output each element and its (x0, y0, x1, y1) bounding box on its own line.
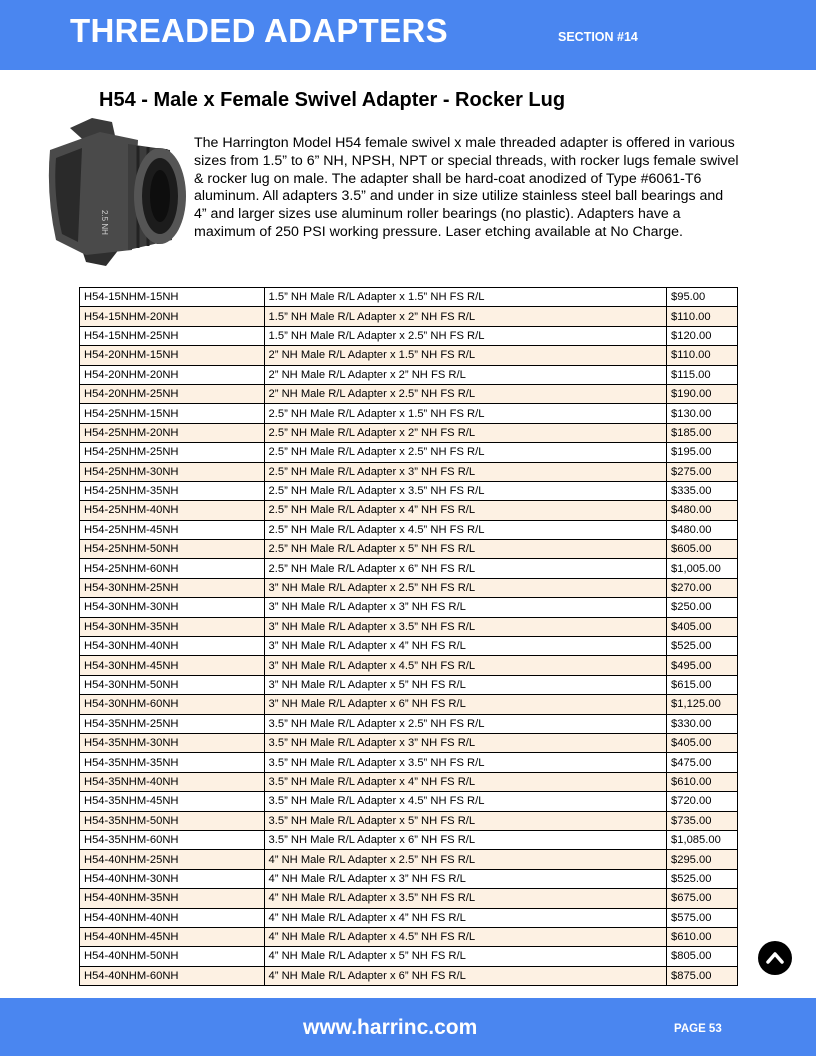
table-row (80, 617, 738, 636)
table-row (80, 908, 738, 927)
part-number-cell: H54-35NHM-30NH (80, 733, 265, 752)
table-row (80, 889, 738, 908)
description-cell: 3.5” NH Male R/L Adapter x 3” NH FS R/L (264, 733, 667, 752)
table-row (80, 637, 738, 656)
part-number-cell: H54-25NHM-20NH (80, 423, 265, 442)
price-cell: $330.00 (667, 714, 738, 733)
part-number-cell: H54-40NHM-35NH (80, 889, 265, 908)
description-cell: 2.5” NH Male R/L Adapter x 1.5” NH FS R/L (264, 404, 667, 423)
price-cell: $615.00 (667, 675, 738, 694)
price-cell: $675.00 (667, 889, 738, 908)
price-cell: $1,125.00 (667, 695, 738, 714)
scroll-to-top-button[interactable] (758, 941, 792, 975)
adapter-photo (20, 110, 190, 275)
description-cell: 2.5” NH Male R/L Adapter x 3” NH FS R/L (264, 462, 667, 481)
part-number-cell: H54-35NHM-35NH (80, 753, 265, 772)
part-number-cell: H54-15NHM-15NH (80, 288, 265, 307)
price-cell: $335.00 (667, 481, 738, 500)
part-number-cell: H54-35NHM-50NH (80, 811, 265, 830)
table-row (80, 772, 738, 791)
price-cell: $195.00 (667, 443, 738, 462)
price-cell: $610.00 (667, 927, 738, 946)
part-number-cell: H54-25NHM-30NH (80, 462, 265, 481)
table-row (80, 830, 738, 849)
table-row (80, 288, 738, 307)
section-title: THREADED ADAPTERS (70, 12, 448, 49)
price-cell: $405.00 (667, 733, 738, 752)
part-number-cell: H54-30NHM-45NH (80, 656, 265, 675)
price-cell: $130.00 (667, 404, 738, 423)
table-row (80, 540, 738, 559)
price-cell: $110.00 (667, 346, 738, 365)
description-cell: 3.5” NH Male R/L Adapter x 4” NH FS R/L (264, 772, 667, 791)
price-cell: $95.00 (667, 288, 738, 307)
part-number-cell: H54-35NHM-25NH (80, 714, 265, 733)
part-number-cell: H54-15NHM-25NH (80, 326, 265, 345)
description-cell: 4” NH Male R/L Adapter x 3.5” NH FS R/L (264, 889, 667, 908)
product-title: H54 - Male x Female Swivel Adapter - Rocker Lug (99, 89, 566, 111)
description-cell: 1.5” NH Male R/L Adapter x 2” NH FS R/L (264, 307, 667, 326)
description-cell: 3.5” NH Male R/L Adapter x 3.5” NH FS R/L (264, 753, 667, 772)
table-row (80, 753, 738, 772)
part-number-cell: H54-40NHM-45NH (80, 927, 265, 946)
price-cell: $120.00 (667, 326, 738, 345)
description-cell: 3” NH Male R/L Adapter x 3.5” NH FS R/L (264, 617, 667, 636)
footer-bar (0, 998, 816, 1056)
table-row (80, 578, 738, 597)
page-number: PAGE 53 (674, 1023, 722, 1035)
price-cell: $475.00 (667, 753, 738, 772)
table-row (80, 869, 738, 888)
description-cell: 2” NH Male R/L Adapter x 1.5” NH FS R/L (264, 346, 667, 365)
table-row (80, 326, 738, 345)
description-cell: 4” NH Male R/L Adapter x 4” NH FS R/L (264, 908, 667, 927)
table-row (80, 365, 738, 384)
part-number-cell: H54-35NHM-60NH (80, 830, 265, 849)
section-number: SECTION #14 (558, 30, 638, 44)
table-row (80, 346, 738, 365)
price-cell: $185.00 (667, 423, 738, 442)
table-row (80, 966, 738, 985)
price-cell: $115.00 (667, 365, 738, 384)
table-row (80, 850, 738, 869)
description-cell: 2.5” NH Male R/L Adapter x 4.5” NH FS R/L (264, 520, 667, 539)
description-cell: 3” NH Male R/L Adapter x 6” NH FS R/L (264, 695, 667, 714)
table-row (80, 675, 738, 694)
website-link[interactable]: www.harrinc.com (303, 1016, 478, 1039)
price-cell: $525.00 (667, 637, 738, 656)
table-row (80, 947, 738, 966)
table-row (80, 714, 738, 733)
description-cell: 4” NH Male R/L Adapter x 4.5” NH FS R/L (264, 927, 667, 946)
description-cell: 3” NH Male R/L Adapter x 3” NH FS R/L (264, 598, 667, 617)
table-row (80, 307, 738, 326)
description-cell: 2” NH Male R/L Adapter x 2.5” NH FS R/L (264, 384, 667, 403)
description-cell: 2.5” NH Male R/L Adapter x 2.5” NH FS R/L (264, 443, 667, 462)
description-cell: 2.5” NH Male R/L Adapter x 5” NH FS R/L (264, 540, 667, 559)
table-row (80, 927, 738, 946)
description-cell: 4” NH Male R/L Adapter x 5” NH FS R/L (264, 947, 667, 966)
part-number-cell: H54-30NHM-30NH (80, 598, 265, 617)
table-row (80, 462, 738, 481)
price-cell: $805.00 (667, 947, 738, 966)
price-cell: $190.00 (667, 384, 738, 403)
description-cell: 3.5” NH Male R/L Adapter x 6” NH FS R/L (264, 830, 667, 849)
price-cell: $405.00 (667, 617, 738, 636)
price-cell: $250.00 (667, 598, 738, 617)
part-number-cell: H54-25NHM-45NH (80, 520, 265, 539)
product-description: The Harrington Model H54 female swivel x male threaded adapter is offered in various sizes from 1.5” to 6” NH, NPSH, NPT or special threads, with rocker lugs female swivel & rocker lug on male. The adapter shall be hard-coat anodized of Type #6061-T6 aluminum. All adapters 3.5” and under in size utilize stainless steel ball bearings and 4” and larger sizes use aluminum roller bearings (no plastic). Adapters have a maximum of 250 PSI working pressure. Laser etching available at No Charge. (194, 135, 739, 240)
description-cell: 1.5” NH Male R/L Adapter x 1.5” NH FS R/L (264, 288, 667, 307)
part-number-cell: H54-25NHM-25NH (80, 443, 265, 462)
part-number-cell: H54-40NHM-25NH (80, 850, 265, 869)
price-cell: $275.00 (667, 462, 738, 481)
part-number-cell: H54-40NHM-30NH (80, 869, 265, 888)
description-cell: 3.5” NH Male R/L Adapter x 4.5” NH FS R/L (264, 792, 667, 811)
description-cell: 4” NH Male R/L Adapter x 6” NH FS R/L (264, 966, 667, 985)
price-cell: $1,005.00 (667, 559, 738, 578)
description-cell: 4” NH Male R/L Adapter x 2.5” NH FS R/L (264, 850, 667, 869)
price-cell: $720.00 (667, 792, 738, 811)
table-row (80, 520, 738, 539)
table-row (80, 501, 738, 520)
table-row (80, 443, 738, 462)
price-cell: $735.00 (667, 811, 738, 830)
table-row (80, 481, 738, 500)
table-row (80, 792, 738, 811)
table-row (80, 384, 738, 403)
table-row (80, 423, 738, 442)
price-table (79, 287, 738, 986)
part-number-cell: H54-20NHM-25NH (80, 384, 265, 403)
description-cell: 2.5” NH Male R/L Adapter x 6” NH FS R/L (264, 559, 667, 578)
part-number-cell: H54-40NHM-40NH (80, 908, 265, 927)
table-row (80, 695, 738, 714)
part-number-cell: H54-25NHM-35NH (80, 481, 265, 500)
price-cell: $270.00 (667, 578, 738, 597)
description-cell: 4” NH Male R/L Adapter x 3” NH FS R/L (264, 869, 667, 888)
price-cell: $1,085.00 (667, 830, 738, 849)
part-number-cell: H54-20NHM-20NH (80, 365, 265, 384)
description-cell: 3” NH Male R/L Adapter x 5” NH FS R/L (264, 675, 667, 694)
description-cell: 1.5” NH Male R/L Adapter x 2.5” NH FS R/L (264, 326, 667, 345)
price-cell: $110.00 (667, 307, 738, 326)
price-cell: $295.00 (667, 850, 738, 869)
part-number-cell: H54-40NHM-60NH (80, 966, 265, 985)
table-row (80, 404, 738, 423)
header-bar (0, 0, 816, 70)
price-cell: $480.00 (667, 501, 738, 520)
chevron-up-icon (765, 948, 785, 968)
table-row (80, 811, 738, 830)
part-number-cell: H54-30NHM-40NH (80, 637, 265, 656)
table-row (80, 559, 738, 578)
description-cell: 3.5” NH Male R/L Adapter x 5” NH FS R/L (264, 811, 667, 830)
price-cell: $610.00 (667, 772, 738, 791)
description-cell: 3.5” NH Male R/L Adapter x 2.5” NH FS R/L (264, 714, 667, 733)
price-cell: $875.00 (667, 966, 738, 985)
table-row (80, 598, 738, 617)
description-cell: 2.5” NH Male R/L Adapter x 3.5” NH FS R/L (264, 481, 667, 500)
part-number-cell: H54-15NHM-20NH (80, 307, 265, 326)
part-number-cell: H54-25NHM-40NH (80, 501, 265, 520)
part-number-cell: H54-25NHM-60NH (80, 559, 265, 578)
price-cell: $575.00 (667, 908, 738, 927)
part-number-cell: H54-40NHM-50NH (80, 947, 265, 966)
adapter-etching: 2.5 NH (100, 210, 109, 235)
part-number-cell: H54-35NHM-40NH (80, 772, 265, 791)
price-cell: $495.00 (667, 656, 738, 675)
part-number-cell: H54-30NHM-35NH (80, 617, 265, 636)
part-number-cell: H54-30NHM-25NH (80, 578, 265, 597)
description-cell: 3” NH Male R/L Adapter x 4” NH FS R/L (264, 637, 667, 656)
description-cell: 2.5” NH Male R/L Adapter x 4” NH FS R/L (264, 501, 667, 520)
table-row (80, 656, 738, 675)
price-cell: $480.00 (667, 520, 738, 539)
description-cell: 3” NH Male R/L Adapter x 2.5” NH FS R/L (264, 578, 667, 597)
description-cell: 2.5” NH Male R/L Adapter x 2” NH FS R/L (264, 423, 667, 442)
part-number-cell: H54-25NHM-15NH (80, 404, 265, 423)
description-cell: 2” NH Male R/L Adapter x 2” NH FS R/L (264, 365, 667, 384)
part-number-cell: H54-35NHM-45NH (80, 792, 265, 811)
part-number-cell: H54-30NHM-50NH (80, 675, 265, 694)
part-number-cell: H54-30NHM-60NH (80, 695, 265, 714)
part-number-cell: H54-20NHM-15NH (80, 346, 265, 365)
price-cell: $605.00 (667, 540, 738, 559)
table-row (80, 733, 738, 752)
description-cell: 3” NH Male R/L Adapter x 4.5” NH FS R/L (264, 656, 667, 675)
price-cell: $525.00 (667, 869, 738, 888)
part-number-cell: H54-25NHM-50NH (80, 540, 265, 559)
